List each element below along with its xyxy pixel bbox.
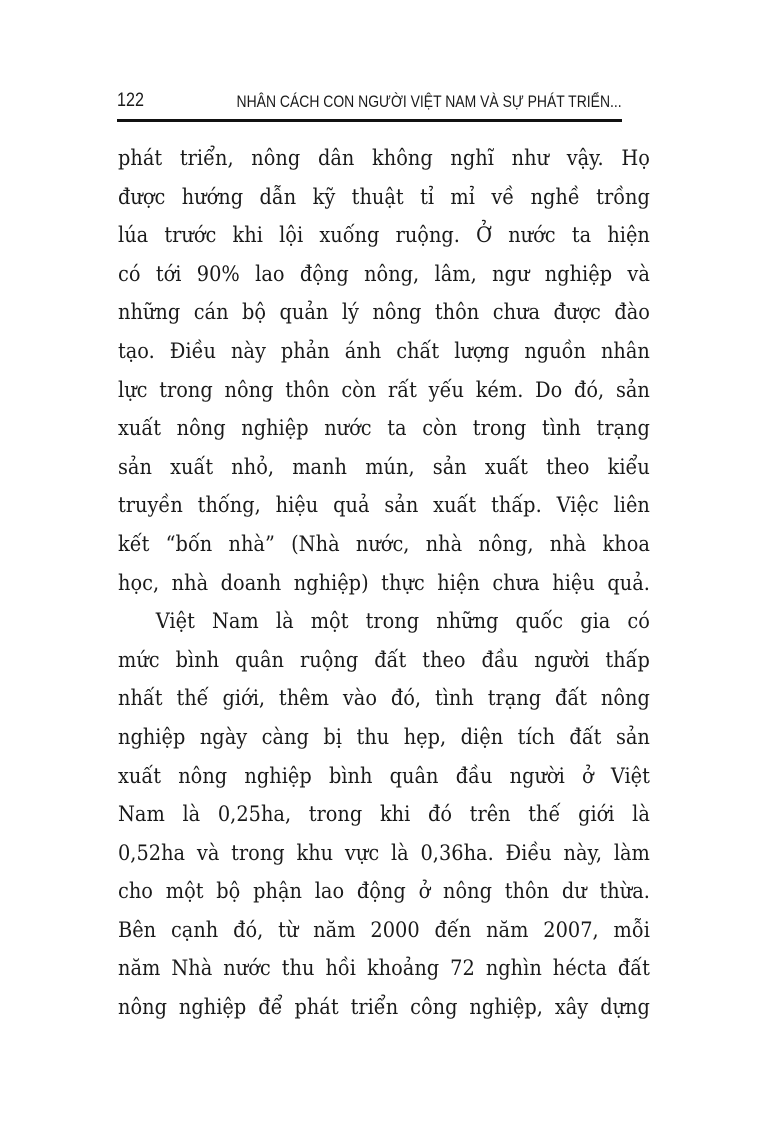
text-line: truyền thống, hiệu quả sản xuất thấp. Việc liên — [118, 493, 650, 519]
text-line: xuất nông nghiệp nước ta còn trong tình trạng — [118, 416, 650, 442]
running-title: NHÂN CÁCH CON NGƯỜI VIỆT NAM VÀ SỰ PHÁT TRIỂN... — [236, 92, 622, 111]
body-text — [118, 140, 650, 1028]
text-line: cho một bộ phận lao động ở nông thôn dư thừa. — [118, 879, 650, 905]
text-line: Nam là 0,25ha, trong khi đó trên thế giới là — [118, 802, 650, 828]
text-line: có tới 90% lao động nông, lâm, ngư nghiệp và — [118, 261, 650, 287]
text-line: xuất nông nghiệp bình quân đầu người ở Việt — [118, 763, 650, 789]
paragraph-2 — [118, 603, 650, 1028]
text-line: nghiệp ngày càng bị thu hẹp, diện tích đất sản — [118, 724, 650, 750]
text-line: phát triển, nông dân không nghĩ như vậy. Họ — [118, 146, 650, 171]
text-line: Bên cạnh đó, từ năm 2000 đến năm 2007, mỗi — [118, 917, 650, 943]
text-line: được hướng dẫn kỹ thuật tỉ mỉ về nghề trồng — [118, 184, 650, 210]
header-rule — [117, 119, 622, 122]
text-line: mức bình quân ruộng đất theo đầu người thấp — [118, 647, 650, 673]
text-line: những cán bộ quản lý nông thôn chưa được đào — [118, 300, 650, 326]
paragraph-1 — [118, 140, 650, 603]
text-line: nhất thế giới, thêm vào đó, tình trạng đất nông — [118, 686, 650, 712]
page-number: 122 — [117, 90, 144, 111]
page-header — [117, 90, 622, 120]
text-line: sản xuất nhỏ, manh mún, sản xuất theo kiểu — [118, 454, 650, 480]
text-line: lúa trước khi lội xuống ruộng. Ở nước ta hiện — [118, 223, 650, 249]
text-line: Việt Nam là một trong những quốc gia có — [155, 609, 650, 635]
text-line: nông nghiệp để phát triển công nghiệp, xây dựng — [118, 995, 650, 1021]
text-line: lực trong nông thôn còn rất yếu kém. Do đó, sản — [118, 377, 650, 403]
text-line: 0,52ha và trong khu vực là 0,36ha. Điều này, làm — [118, 840, 650, 866]
text-line: kết “bốn nhà” (Nhà nước, nhà nông, nhà khoa — [118, 531, 650, 557]
text-line: học, nhà doanh nghiệp) thực hiện chưa hiệu quả. — [118, 570, 650, 596]
text-line: năm Nhà nước thu hồi khoảng 72 nghìn hécta đất — [118, 956, 650, 982]
text-line: tạo. Điều này phản ánh chất lượng nguồn nhân — [118, 338, 650, 364]
